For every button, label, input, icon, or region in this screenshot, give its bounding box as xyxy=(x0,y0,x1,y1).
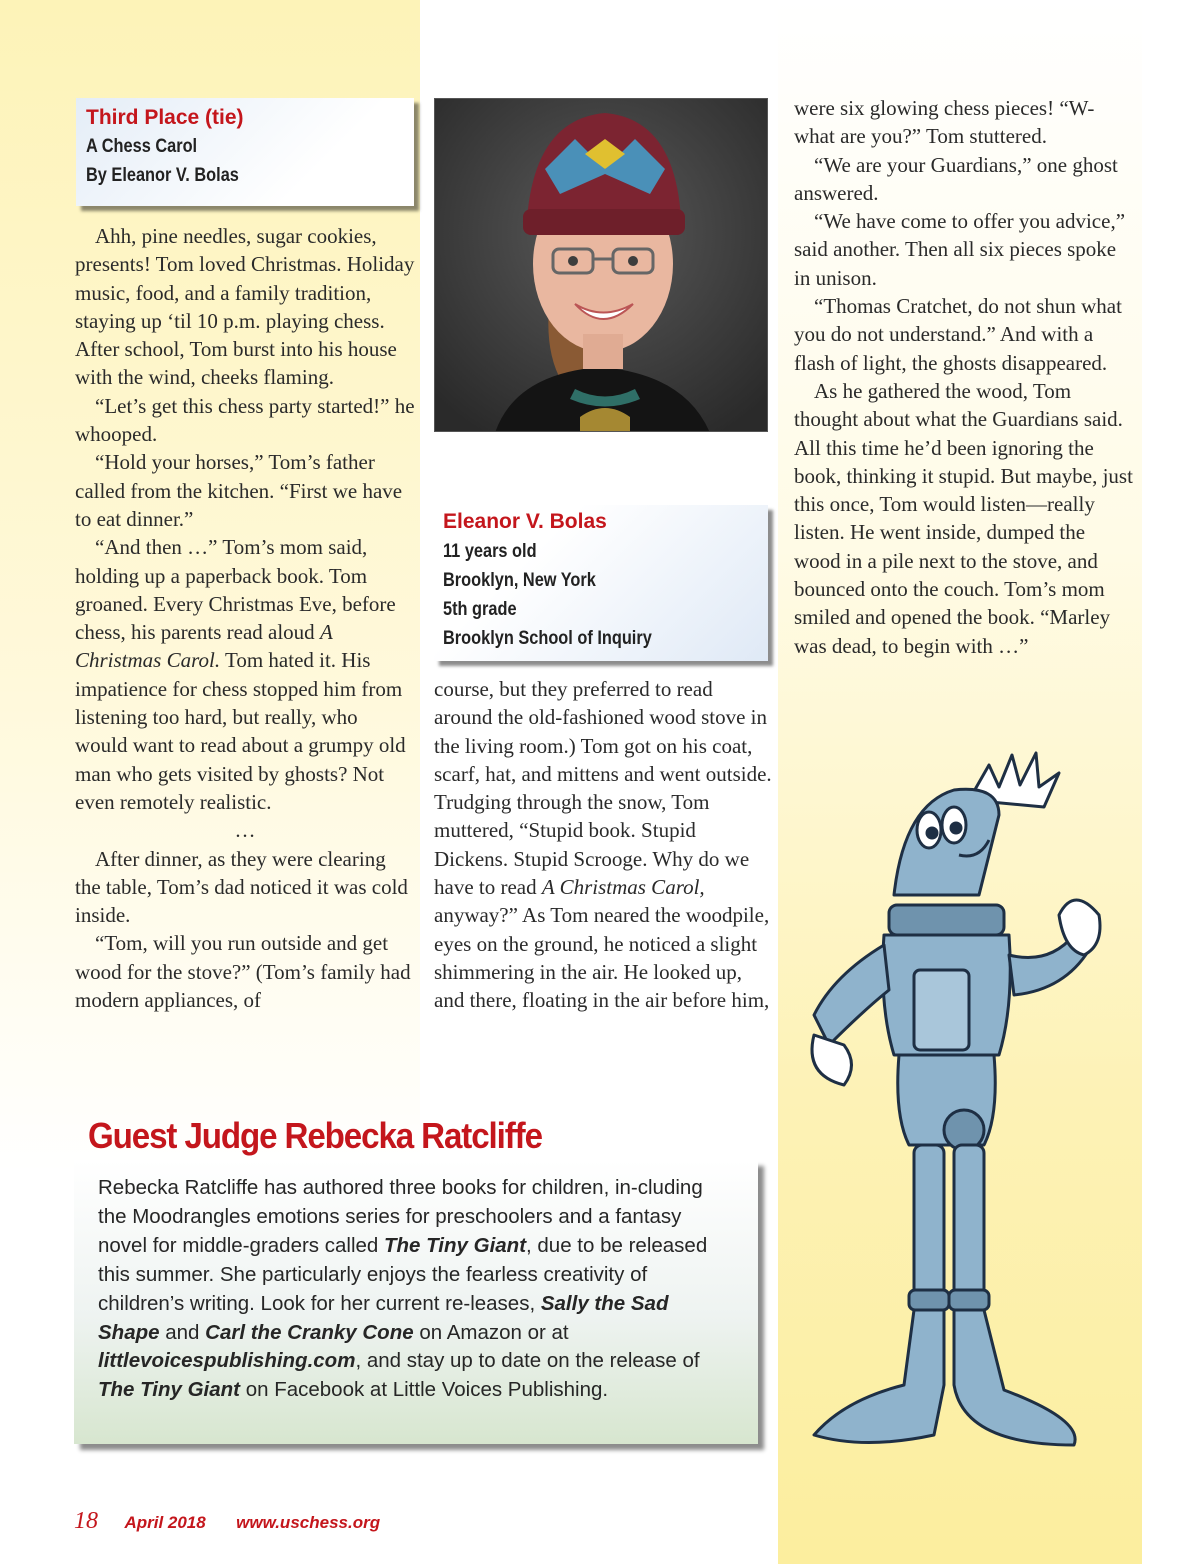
story-byline: By Eleanor V. Bolas xyxy=(86,165,239,186)
author-portrait-photo xyxy=(435,99,768,432)
robot-icon xyxy=(784,745,1124,1460)
book-title: A Christmas Carol. xyxy=(75,620,333,673)
paragraph: “Thomas Cratchet, do not shun what you do not understand.” And with a flash of light, the ghosts disappeared. xyxy=(794,294,1122,375)
page-footer xyxy=(74,1508,380,1535)
author-grade: 5th grade xyxy=(443,599,517,620)
book-title: Sally the Sad Shape xyxy=(98,1291,669,1344)
paragraph: “Hold your horses,” Tom’s father called from the kitchen. “First we have to eat dinner.” xyxy=(75,450,403,531)
paragraph: Ahh, pine needles, sugar cookies, presents! Tom loved Christmas. Holiday music, food, and a family tradition, staying up ‘til 10 p.m. playing chess. After school, Tom burst into his house with the wind, cheeks flaming. xyxy=(75,224,415,390)
story-column-3 xyxy=(794,94,1134,660)
story-column-2 xyxy=(434,675,774,1015)
place-label: Third Place (tie) xyxy=(86,106,244,129)
author-name: Eleanor V. Bolas xyxy=(443,510,607,533)
website-link: littlevoicespublishing.com xyxy=(98,1349,356,1373)
judge-bio: Rebecka Ratcliffe has authored three books for children, in-cluding the Moodrangles emotions series for preschoolers and a fantasy novel for middle-graders called The Tiny Giant, due to be released this summer. She particularly enjoys the fearless creativity of children’s writing. Look for her current re-leases, Sally the Sad Shape and Carl the Cranky Cone on Amazon or at littlevoicespublishing.com, and stay up to date on the release of The Tiny Giant on Facebook at Little Voices Publishing. xyxy=(98,1176,708,1402)
paragraph: “Tom, will you run outside and get wood for the stove?” (Tom’s family had modern appliances, of xyxy=(75,931,411,1013)
paragraph: were six glowing chess pieces! “W-what are you?” Tom stuttered. xyxy=(794,96,1095,149)
book-title: Carl the Cranky Cone xyxy=(205,1320,414,1344)
chess-king-robot-illustration xyxy=(784,745,1124,1460)
paragraph: As he gathered the wood, Tom thought about what the Guardians said. All this time he’d been ignoring the book, thinking it stupid. But maybe, just this once, Tom would listen—really listen. He went inside, dumped the wood in a pile next to the stove, and bounced onto the couch. Tom’s mom smiled and opened the book. “Marley was dead, to begin with …” xyxy=(794,378,1133,658)
story-title: A Chess Carol xyxy=(86,136,198,157)
paragraph: After dinner, as they were clearing the table, Tom’s dad noticed it was cold inside. xyxy=(75,846,408,928)
paragraph: “Let’s get this chess party started!” he whooped. xyxy=(75,393,415,447)
story-column-1 xyxy=(75,222,415,1014)
book-title: The Tiny Giant xyxy=(384,1233,527,1257)
section-break: … xyxy=(234,818,256,843)
story-title-box xyxy=(76,98,414,206)
paragraph: “And then …” Tom’s mom said, holding up a paperback book. Tom groaned. Every Christmas Eve, before chess, his parents read aloud A Christmas Carol. Tom hated it. His impatience for chess stopped him from listening too hard, but really, who would want to read about a grumpy old man who gets visited by ghosts? Not even remotely realistic. xyxy=(75,535,406,814)
paragraph: “We are your Guardians,” one ghost answered. xyxy=(794,152,1118,205)
author-city: Brooklyn, New York xyxy=(443,570,596,591)
author-age: 11 years old xyxy=(443,541,537,562)
author-school: Brooklyn School of Inquiry xyxy=(443,628,652,649)
paragraph: “We have come to offer you advice,” said another. Then all six pieces spoke in unison. xyxy=(794,209,1126,290)
book-title: A Christmas Carol, xyxy=(541,875,705,900)
book-title: The Tiny Giant xyxy=(98,1378,240,1402)
author-bio-box xyxy=(434,505,768,661)
author-photo xyxy=(434,98,768,432)
guest-judge-box xyxy=(74,1160,758,1444)
paragraph: course, but they preferred to read around the old-fashioned wood stove in the living room.) Tom got on his coat, scarf, hat, and mittens and went outside. Trudging through the snow, Tom muttered, “Stupid book. Stupid Dickens. Stupid Scrooge. Why do we have to read A Christmas Carol, anyway?” As Tom neared the woodpile, eyes on the ground, he noticed a slight shimmering in the air. He looked up, and there, floating in the air before him, xyxy=(434,677,772,1013)
issue-date: April 2018 xyxy=(124,1513,206,1532)
guest-judge-heading: Guest Judge Rebecka Ratcliffe xyxy=(88,1115,542,1156)
page-number: 18 xyxy=(74,1508,98,1534)
footer-url: www.uschess.org xyxy=(236,1513,381,1532)
